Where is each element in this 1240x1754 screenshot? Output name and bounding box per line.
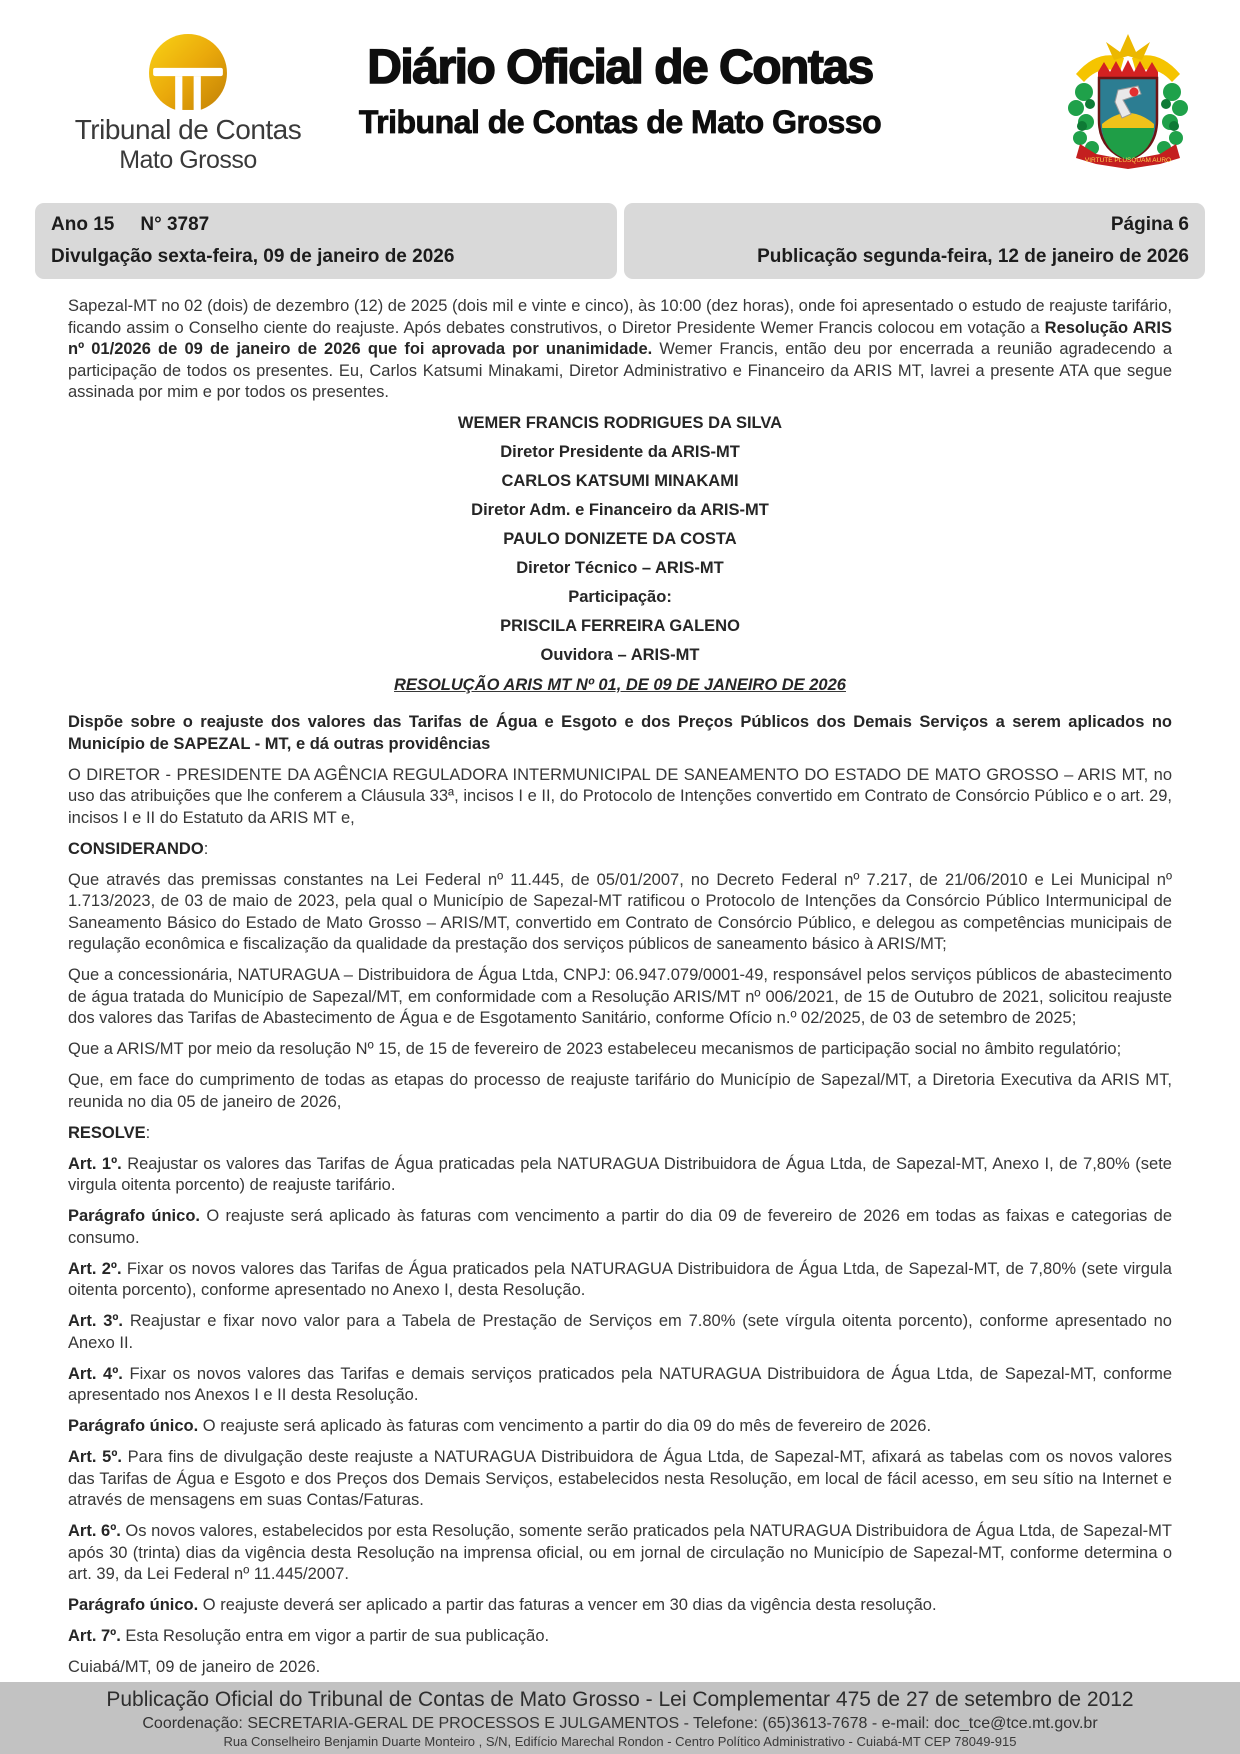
text-segment: O reajuste deverá ser aplicado a partir das faturas a vencer em 30 dias da vigência desta resolução. xyxy=(198,1596,937,1614)
considerando-label xyxy=(68,839,1172,861)
bold-text-segment: Resolução ARIS nº 01/2026 de 09 de janeiro de 2026 que foi aprovada por unanimidade. xyxy=(68,318,1172,358)
article xyxy=(68,1259,1172,1302)
text-segment: O reajuste será aplicado às faturas com vencimento a partir do dia 09 do mês de fevereiro de 2026. xyxy=(198,1417,932,1435)
bold-text-segment: CARLOS KATSUMI MINAKAMI xyxy=(501,472,739,490)
text-segment: Para fins de divulgação deste reajuste a NATURAGUA Distribuidora de Água Ltda, de Sapezal-MT, afixará as tabelas com os novos valores das Tarifas de Água e Esgoto e dos Preços dos Demais Serviços, estabelecidos nesta Resolução, em local de fácil acesso, em seu sítio na Internet e através de mensagens em suas Contas/Faturas. xyxy=(68,1448,1172,1509)
ata-paragraph xyxy=(68,296,1172,404)
masthead xyxy=(300,42,940,141)
place-date xyxy=(68,1657,1172,1679)
text-segment: Fixar os novos valores das Tarifas de Água praticados pela NATURAGUA Distribuidora de Água Ltda, de Sapezal-MT, de 7,80% (sete virgula oitenta porcento), conforme apresentado no Anexo I, desta Resolução. xyxy=(68,1259,1172,1299)
text-segment: Reajustar e fixar novo valor para a Tabela de Prestação de Serviços em 7.80% (sete vírgula oitenta porcento), conforme apresentado no Anexo II. xyxy=(68,1312,1172,1352)
text-segment: Que a concessionária, NATURAGUA – Distribuidora de Água Ltda, CNPJ: 06.947.079/0001-49, responsável pelos serviços públicos de abastecimento de água tratada do Município de Sapezal/MT, em conformidade com a Resolução ARIS/MT nº 006/2021, de 15 de Outubro de 2021, solicitou reajuste dos valores das Tarifas de Abastecimento de Água e de Esgotamento Sanitário, conforme Ofício n.º 02/2025, de 03 de setembro de 2025; xyxy=(68,966,1172,1027)
bold-text-segment: CONSIDERANDO xyxy=(68,839,204,858)
signature-name xyxy=(68,616,1172,638)
article xyxy=(68,1521,1172,1586)
bold-text-segment: Parágrafo único. xyxy=(68,1207,200,1225)
participation-label xyxy=(68,587,1172,609)
page-footer xyxy=(0,1682,1240,1754)
signature-role xyxy=(68,500,1172,522)
signature-name xyxy=(68,413,1172,435)
text-segment: Que, em face do cumprimento de todas as etapas do processo de reajuste tarifário do Município de Sapezal/MT, a Diretoria Executiva da ARIS MT, reunida no dia 05 de janeiro de 2026, xyxy=(68,1071,1172,1111)
text-segment: Wemer Francis, então deu por encerrada a reunião agradecendo a participação de todos os presentes. Eu, Carlos Katsumi Minakami, Diretor Administrativo e Financeiro da ARIS MT, lavrei a presente ATA que segue assinada por mim e por todos os presentes. xyxy=(68,340,1173,401)
paragrafo-unico xyxy=(68,1206,1172,1249)
text-segment: O DIRETOR - PRESIDENTE DA AGÊNCIA REGULADORA INTERMUNICIPAL DE SANEAMENTO DO ESTADO DE MATO GROSSO – ARIS MT, no uso das atribuições que lhe conferem a Cláusula 33ª, incisos I e II, do Protocolo de Intenções convertido em Contrato de Consórcio Público e o art. 29, incisos I e II do Estatuto da ARIS MT e, xyxy=(68,765,1172,827)
signature-role xyxy=(68,645,1172,667)
signature-role xyxy=(68,558,1172,580)
text-segment: Cuiabá/MT, 09 de janeiro de 2026. xyxy=(68,1658,321,1676)
dome-icon xyxy=(135,32,241,112)
page-subtitle: Tribunal de Contas de Mato Grosso xyxy=(358,104,882,140)
footer-coordination-line: Coordenação: SECRETARIA-GERAL DE PROCESSOS E JULGAMENTOS - Telefone: (65)3613-7678 - e-mail: doc_tce@tce.mt.gov.br xyxy=(142,1715,1098,1732)
edition-number: N° 3787 xyxy=(140,214,210,235)
considerando-item xyxy=(68,1070,1172,1113)
bold-text-segment: Diretor Presidente da ARIS-MT xyxy=(500,443,740,461)
bold-text-segment: Parágrafo único. xyxy=(68,1417,199,1435)
paragrafo-unico xyxy=(68,1595,1172,1617)
bold-text-segment: Art. 1º. xyxy=(68,1154,122,1173)
considerando-item xyxy=(68,870,1172,956)
signature-name xyxy=(68,529,1172,551)
article xyxy=(68,1447,1172,1512)
divulgation-date: Divulgação sexta-feira, 09 de janeiro de 2026 xyxy=(51,246,455,267)
signature-role xyxy=(68,442,1172,464)
bold-text-segment: Art. 2º. xyxy=(68,1259,122,1278)
tce-logo xyxy=(38,32,338,175)
tce-logo-text-line1: Tribunal de Contas xyxy=(74,114,302,145)
text-segment: Fixar os novos valores das Tarifas e demais serviços praticados pela NATURAGUA Distribuidora de Água Ltda, de Sapezal-MT, conforme apresentado nos Anexos I e II desta Resolução. xyxy=(68,1364,1173,1404)
bold-text-segment: Art. 6º. xyxy=(68,1522,121,1540)
bold-text-segment: Art. 3º. xyxy=(68,1312,124,1330)
resolution-summary xyxy=(68,712,1172,755)
paragrafo-unico xyxy=(68,1416,1172,1438)
text-segment: : xyxy=(203,839,209,858)
bold-text-segment: PAULO DONIZETE DA COSTA xyxy=(503,530,737,548)
bold-text-segment: Art. 4º. xyxy=(68,1364,123,1383)
preamble xyxy=(68,765,1172,830)
document-body xyxy=(68,296,1172,1688)
text-segment: Que a ARIS/MT por meio da resolução Nº 15, de 15 de fevereiro de 2023 estabeleceu mecanismos de participação social no âmbito regulatório; xyxy=(68,1040,1122,1058)
bold-text-segment: Parágrafo único. xyxy=(68,1596,199,1614)
edition-year: Ano 15 xyxy=(51,214,115,235)
bold-text-segment: Diretor Adm. e Financeiro da ARIS-MT xyxy=(471,501,769,519)
text-segment: O reajuste será aplicado às faturas com vencimento a partir do dia 09 de fevereiro de 2026 em todas as faixas e categorias de consumo. xyxy=(68,1207,1172,1247)
bold-text-segment: Participação: xyxy=(568,588,672,606)
text-segment: : xyxy=(145,1123,151,1142)
bold-text-segment: PRISCILA FERREIRA GALENO xyxy=(500,617,740,635)
resolve-label xyxy=(68,1123,1172,1145)
resolution-title xyxy=(68,675,1172,697)
bold-text-segment: Diretor Técnico – ARIS-MT xyxy=(516,559,724,577)
signature-name xyxy=(68,471,1172,493)
article xyxy=(68,1311,1172,1354)
coat-motto: VIRTUTE PLUSQUAM AURO xyxy=(1084,157,1172,164)
bold-text-segment: WEMER FRANCIS RODRIGUES DA SILVA xyxy=(457,414,783,432)
bold-text-segment: Art. 7º. xyxy=(68,1627,121,1645)
article xyxy=(68,1626,1172,1648)
text-segment: Esta Resolução entra em vigor a partir de sua publicação. xyxy=(120,1627,550,1645)
article xyxy=(68,1154,1172,1197)
bold-text-segment: Dispõe sobre o reajuste dos valores das Tarifas de Água e Esgoto e dos Preços Públicos dos Demais Serviços a serem aplicados no Município de SAPEZAL - MT, e dá outras providências xyxy=(68,713,1172,753)
tce-logo-text-line2: Mato Grosso xyxy=(119,146,257,174)
edition-info-left xyxy=(35,203,617,279)
article xyxy=(68,1364,1172,1407)
footer-address-line: Rua Conselheiro Benjamin Duarte Monteiro , S/N, Edifício Marechal Rondon - Centro Político Administrativo - Cuiabá-MT CEP 78049-915 xyxy=(223,1734,1017,1749)
publication-date: Publicação segunda-feira, 12 de janeiro de 2026 xyxy=(757,246,1189,267)
bold-text-segment: Art. 5º. xyxy=(68,1448,122,1466)
edition-info-bars xyxy=(35,203,1205,279)
bold-text-segment: Ouvidora – ARIS-MT xyxy=(540,646,700,664)
mato-grosso-coat-of-arms-icon xyxy=(1062,28,1194,170)
text-segment: Os novos valores, estabelecidos por esta Resolução, somente serão praticados pela NATURAGUA Distribuidora de Água Ltda, de Sapezal-MT após 30 (trinta) dias da vigência desta Resolução na imprensa oficial, ou em jornal de circulação no Município de Sapezal-MT, conforme determina o art. 39, da Lei Federal nº 11.445/2007. xyxy=(68,1522,1172,1583)
text-segment: Que através das premissas constantes na Lei Federal nº 11.445, de 05/01/2007, no Decreto Federal nº 7.217, de 21/06/2010 e Lei Municipal nº 1.713/2023, de 03 de maio de 2023, pela qual o Município de Sapezal-MT ratificou o Protocolo de Intenções da Consórcio Público Intermunicipal de Saneamento Básico do Estado de Mato Grosso – ARIS/MT, convertido em Contrato de Consórcio Público, e delegou as competências municipais de regulação econômica e fiscalização da qualidade da prestação dos serviços públicos de saneamento básico à ARIS/MT; xyxy=(68,870,1172,953)
footer-publication-line: Publicação Oficial do Tribunal de Contas de Mato Grosso - Lei Complementar 475 de 27 de setembro de 2012 xyxy=(106,1688,1134,1711)
text-segment: Reajustar os valores das Tarifas de Água praticadas pela NATURAGUA Distribuidora de Água Ltda, de Sapezal-MT, Anexo I, de 7,80% (sete virgula oitenta porcento) de reajuste tarifário. xyxy=(68,1154,1172,1194)
bold-text-segment: RESOLVE xyxy=(68,1123,146,1142)
considerando-item xyxy=(68,965,1172,1030)
bold-text-segment: RESOLUÇÃO ARIS MT Nº 01, DE 09 DE JANEIRO DE 2026 xyxy=(394,675,846,694)
considerando-item xyxy=(68,1039,1172,1061)
page-header xyxy=(0,0,1240,200)
edition-number-line xyxy=(51,214,601,236)
edition-info-right xyxy=(624,203,1206,279)
page-number: Página 6 xyxy=(1110,214,1189,235)
text-segment: Sapezal-MT no 02 (dois) de dezembro (12) de 2025 (dois mil e vinte e cinco), às 10:00 (dez horas), onde foi apresentado o estudo de reajuste tarifário, ficando assim o Conselho ciente do reajuste. Após debates construtivos, o Diretor Presidente Wemer Francis colocou em votação a xyxy=(68,297,1172,337)
page-title: Diário Oficial de Contas xyxy=(367,41,873,94)
